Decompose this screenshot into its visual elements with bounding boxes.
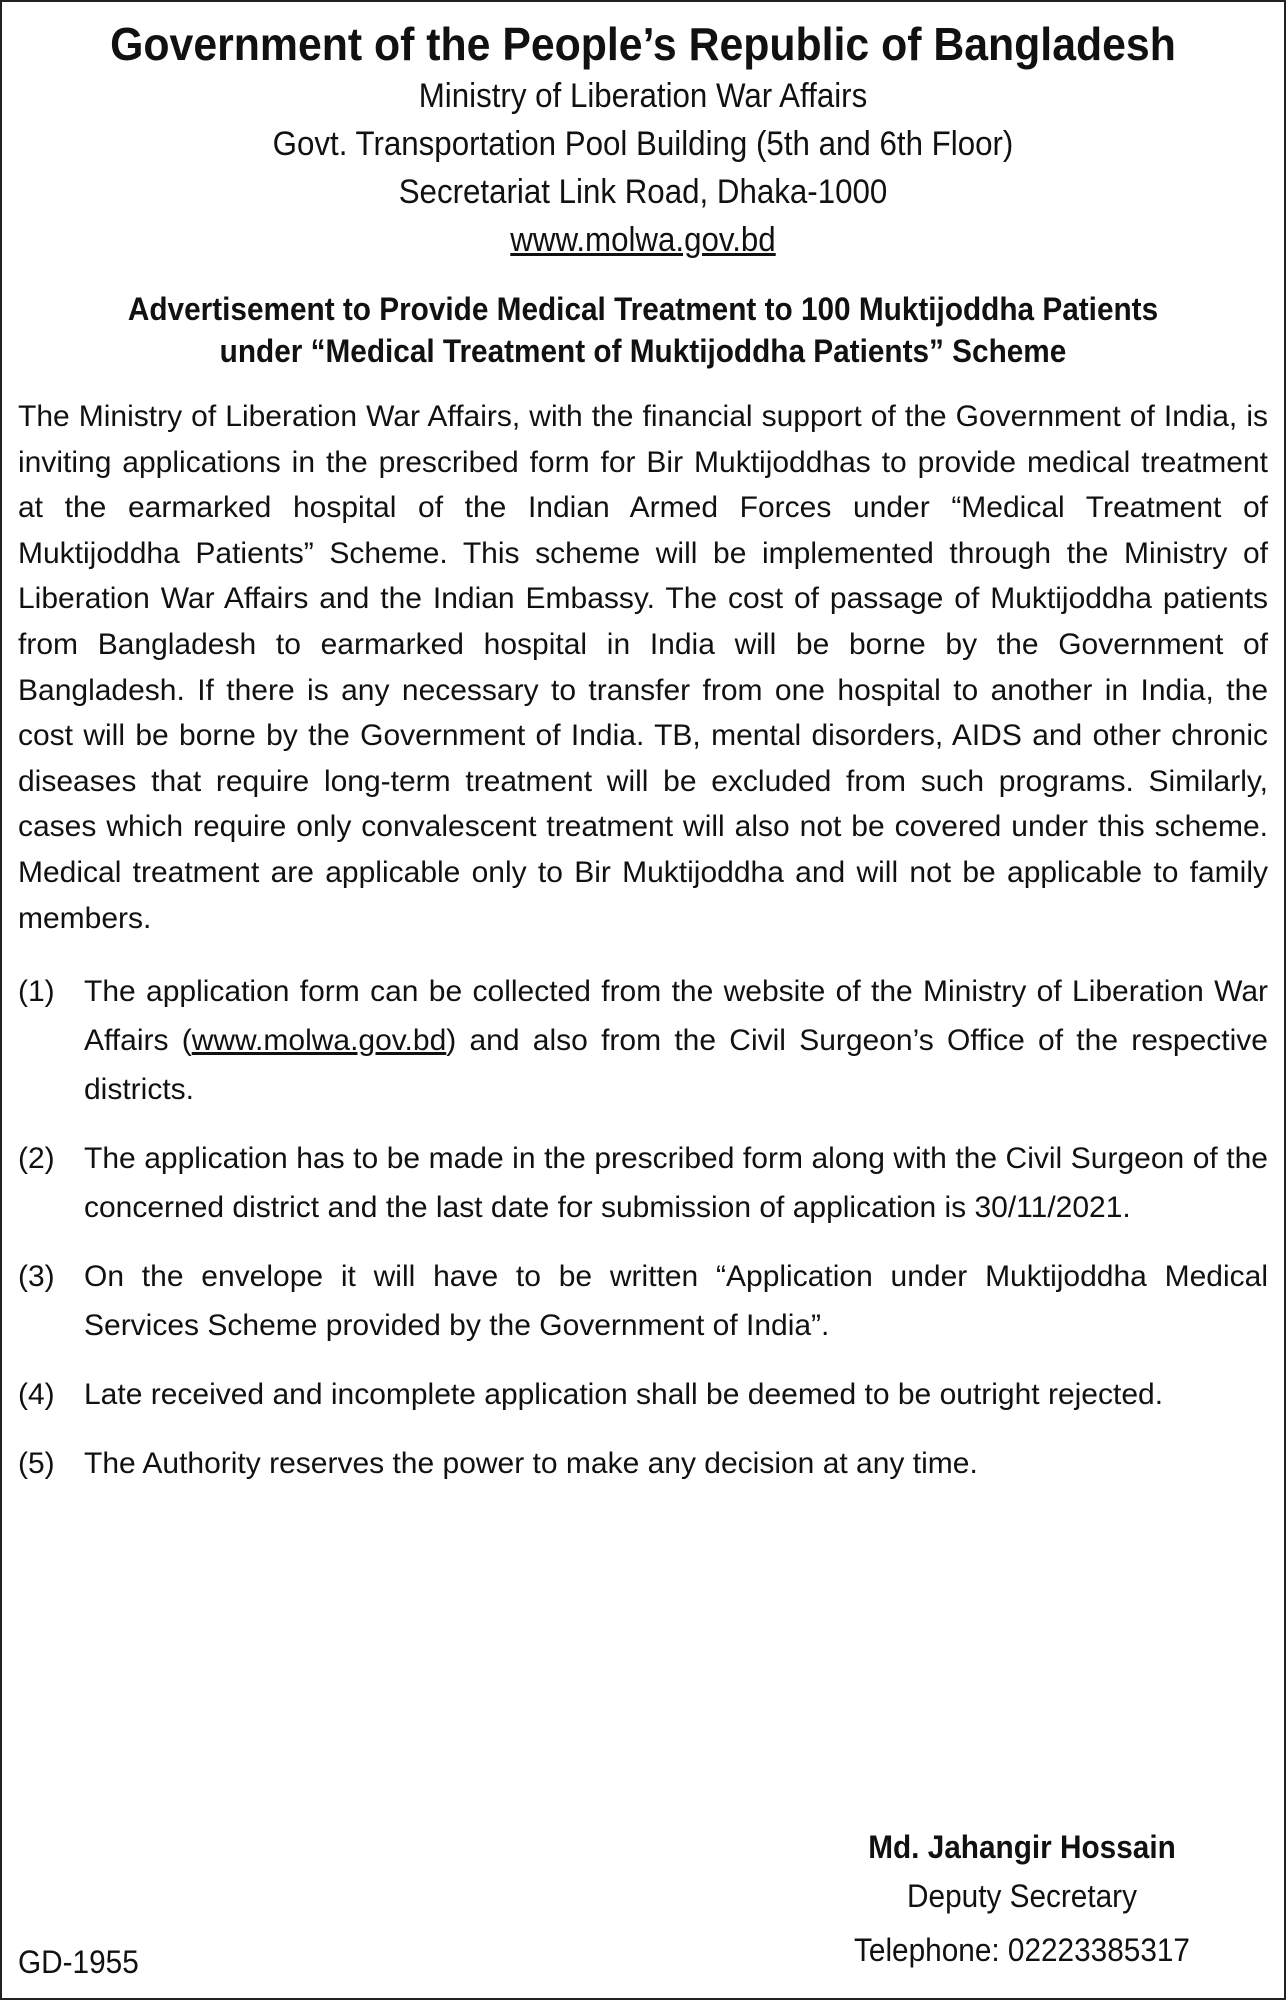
website-link-inline[interactable]: www.molwa.gov.bd (191, 1024, 447, 1058)
list-item (18, 967, 1268, 1114)
list-item (18, 1252, 1268, 1350)
item-number: (2) (18, 1142, 55, 1176)
item-text: The Authority reserves the power to make any decision at any time. (84, 1447, 978, 1481)
item-text-before: The application form can be collected from the website of the Ministry of Liberation War Affairs ( (84, 975, 1268, 1058)
conditions-list (18, 967, 1268, 1488)
list-item (18, 1134, 1268, 1232)
list-item (18, 1370, 1268, 1419)
building-address: Govt. Transportation Pool Building (5th and 6th Floor) (272, 125, 1014, 163)
item-text: Late received and incomplete application shall be deemed to be outright rejected. (84, 1378, 1164, 1412)
website-line (53, 216, 1232, 264)
website-link[interactable]: www.molwa.gov.bd (510, 221, 776, 259)
list-item (18, 1439, 1268, 1488)
item-number: (5) (18, 1447, 55, 1481)
item-text (84, 967, 1268, 1114)
signature-block (762, 1825, 1282, 1977)
advertisement-title-line2: under “Medical Treatment of Muktijoddha Patients” Scheme (219, 333, 1067, 369)
body-paragraph: The Ministry of Liberation War Affairs, with the financial support of the Government of India, is inviting applications in the prescribed form for Bir Muktijoddhas to provide medical treatment at the earmarked hospital of the Indian Armed Forces under “Medical Treatment of Muktijoddha Patients” Scheme. This scheme will be implemented through the Ministry of Liberation War Affairs and the Indian Embassy. The cost of passage of Muktijoddha patients from Bangladesh to earmarked hospital in India will be borne by the Government of Bangladesh. If there is any necessary to transfer from one hospital to another in India, the cost will be borne by the Government of India. TB, mental disorders, AIDS and other chronic diseases that require long-term treatment will be excluded from such programs. Similarly, cases which require only convalescent treatment will also not be covered under this scheme. Medical treatment are applicable only to Bir Muktijoddha and will not be applicable to family members. (18, 400, 1268, 935)
item-number: (3) (18, 1260, 55, 1294)
item-text: On the envelope it will have to be written “Application under Muktijoddha Medical Services Scheme provided by the Government of India”. (84, 1260, 1268, 1343)
signatory-designation: Deputy Secretary (907, 1878, 1137, 1914)
street-address: Secretariat Link Road, Dhaka-1000 (398, 173, 888, 211)
ministry-name: Ministry of Liberation War Affairs (418, 77, 868, 115)
item-text-after: ) and also from the Civil Surgeon’s Office of the respective districts. (84, 1024, 1268, 1107)
signatory-name: Md. Jahangir Hossain (868, 1829, 1176, 1865)
advertisement-title (47, 288, 1239, 372)
reference-code: GD-1955 (18, 1944, 139, 1980)
advertisement-title-line1: Advertisement to Provide Medical Treatment to 100 Muktijoddha Patients (127, 291, 1159, 327)
signatory-telephone: Telephone: 02223385317 (854, 1932, 1190, 1968)
government-title: Government of the People’s Republic of Bangladesh (110, 18, 1176, 70)
item-number: (1) (18, 975, 55, 1009)
item-number: (4) (18, 1378, 55, 1412)
item-text: The application has to be made in the prescribed form along with the Civil Surgeon of the concerned district and the last date for submission of application is 30/11/2021. (84, 1142, 1268, 1225)
header (2, 2, 1284, 264)
